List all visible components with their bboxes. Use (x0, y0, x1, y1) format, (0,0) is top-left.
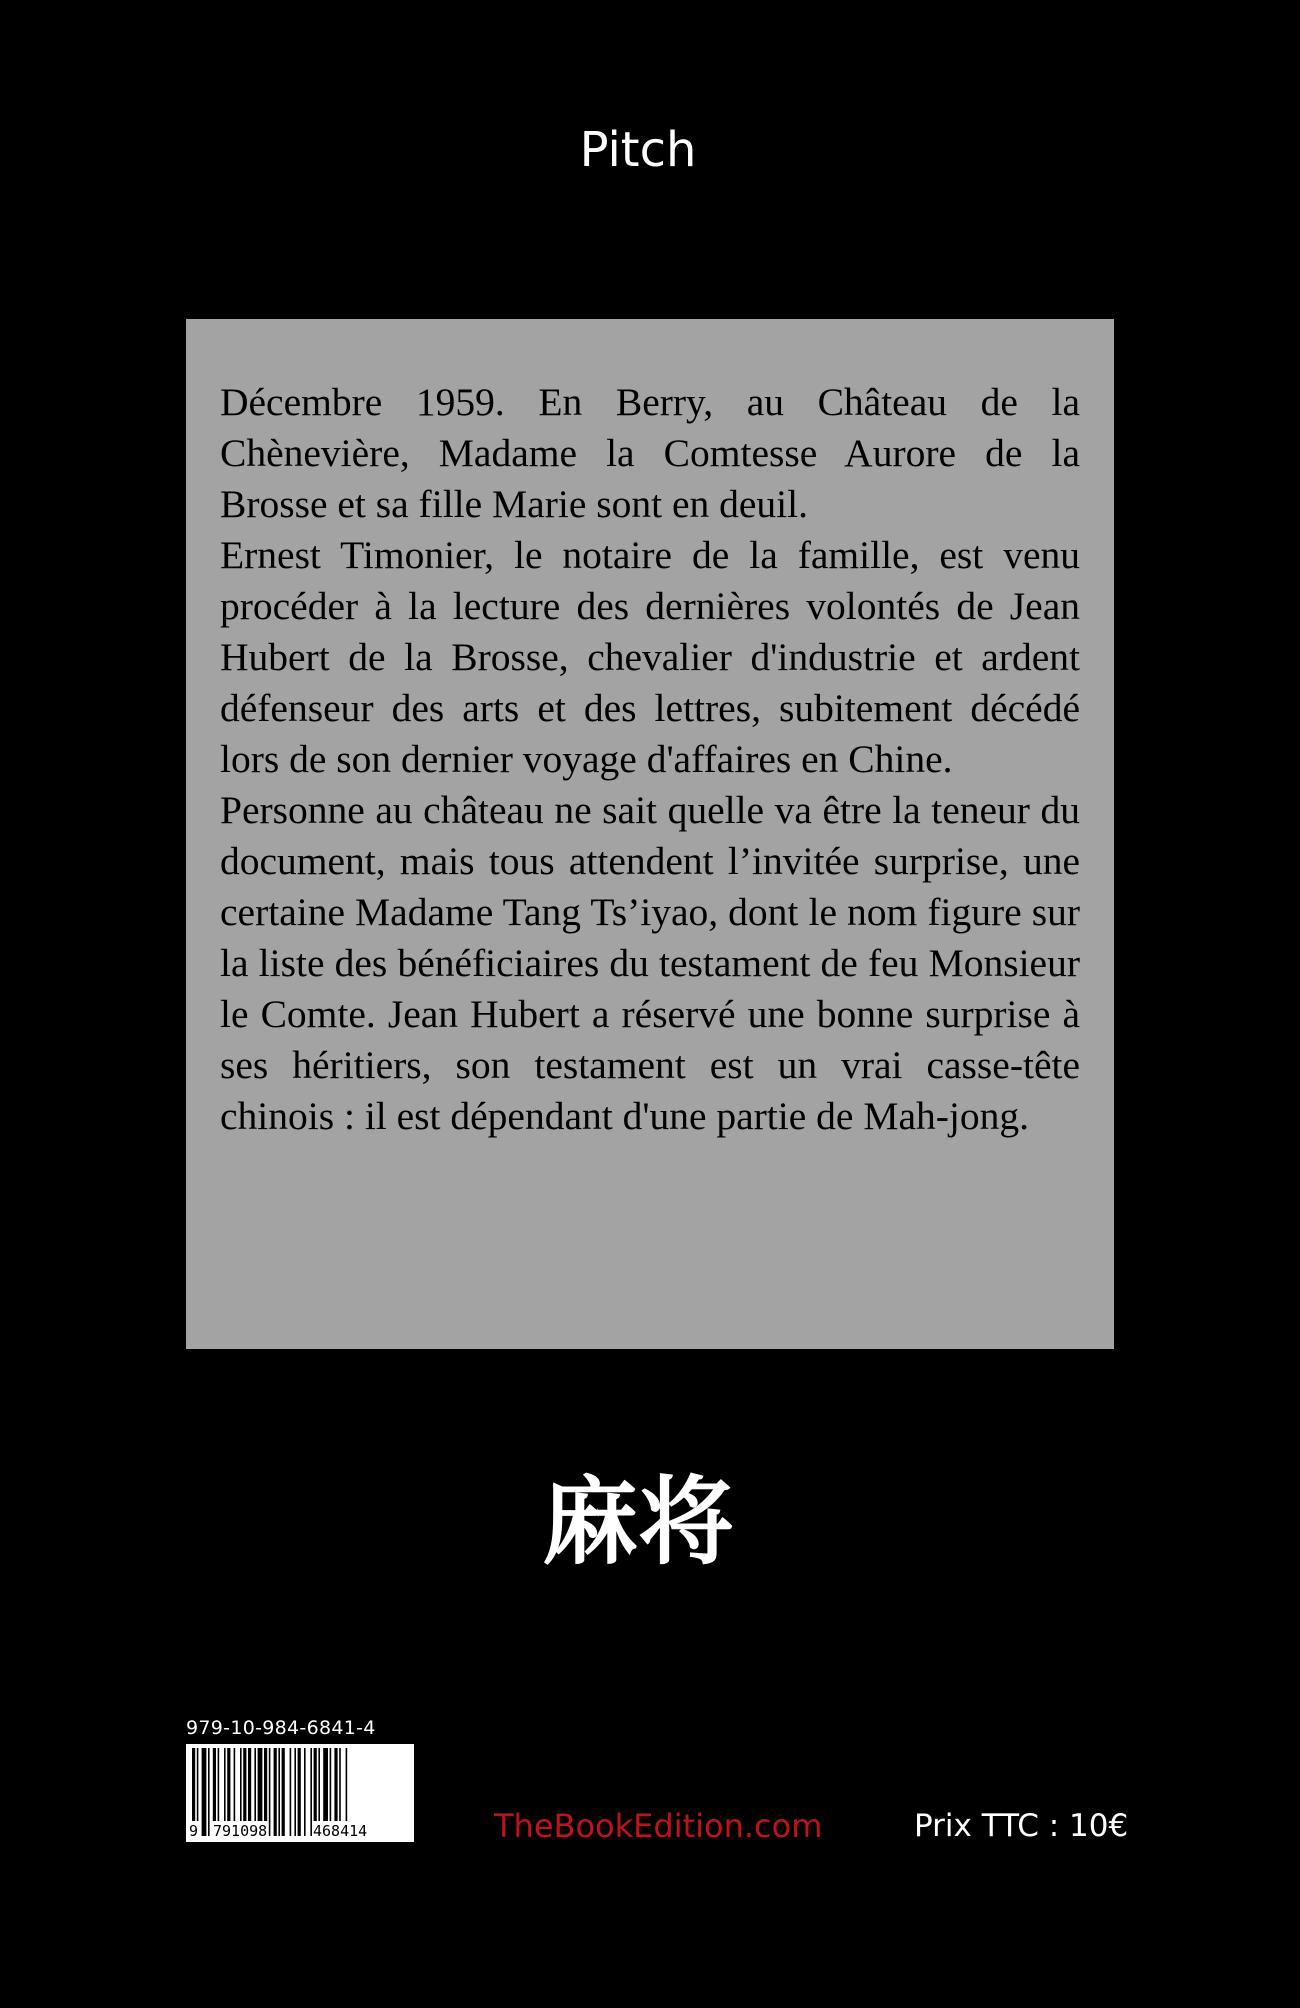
pitch-paragraph: Ernest Timonier, le notaire de la famille, est venu procéder à la lecture des dernières volontés de Jean Hubert de la Brosse, chevalier d'industrie et ardent défenseur des arts et des lettres, subitement décédé lors de son dernier voyage d'affaires en Chine. (220, 533, 1080, 781)
chinese-title: 麻将 (542, 1466, 734, 1578)
isbn-number: 979-10-984-6841-4 (186, 1717, 376, 1739)
price-label: Prix TTC : 10€ (914, 1808, 1129, 1844)
pitch-paragraph: Personne au château ne sait quelle va être la teneur du document, mais tous attendent l’invitée surprise, une certaine Madame Tang Ts’iyao, dont le nom figure sur la liste des bénéficiaires du testament de feu Monsieur le Comte. Jean Hubert a réservé une bonne surprise à ses héritiers, son testament est un vrai casse-tête chinois : il est dépendant d'une partie de Mah-jong. (220, 788, 1080, 1138)
barcode (186, 1744, 414, 1842)
barcode-digits-left: 791098 (213, 1822, 268, 1840)
barcode-digits (186, 1821, 414, 1841)
barcode-digit-first: 9 (189, 1822, 199, 1840)
cover-title: Pitch (579, 122, 697, 178)
barcode-digits-right: 468414 (313, 1822, 368, 1840)
pitch-paragraph: Décembre 1959. En Berry, au Château de la Chènevière, Madame la Comtesse Aurore de la Brosse et sa fille Marie sont en deuil. (220, 380, 1080, 526)
pitch-text-box (186, 319, 1114, 1349)
publisher-name: TheBookEdition.com (494, 1807, 823, 1845)
